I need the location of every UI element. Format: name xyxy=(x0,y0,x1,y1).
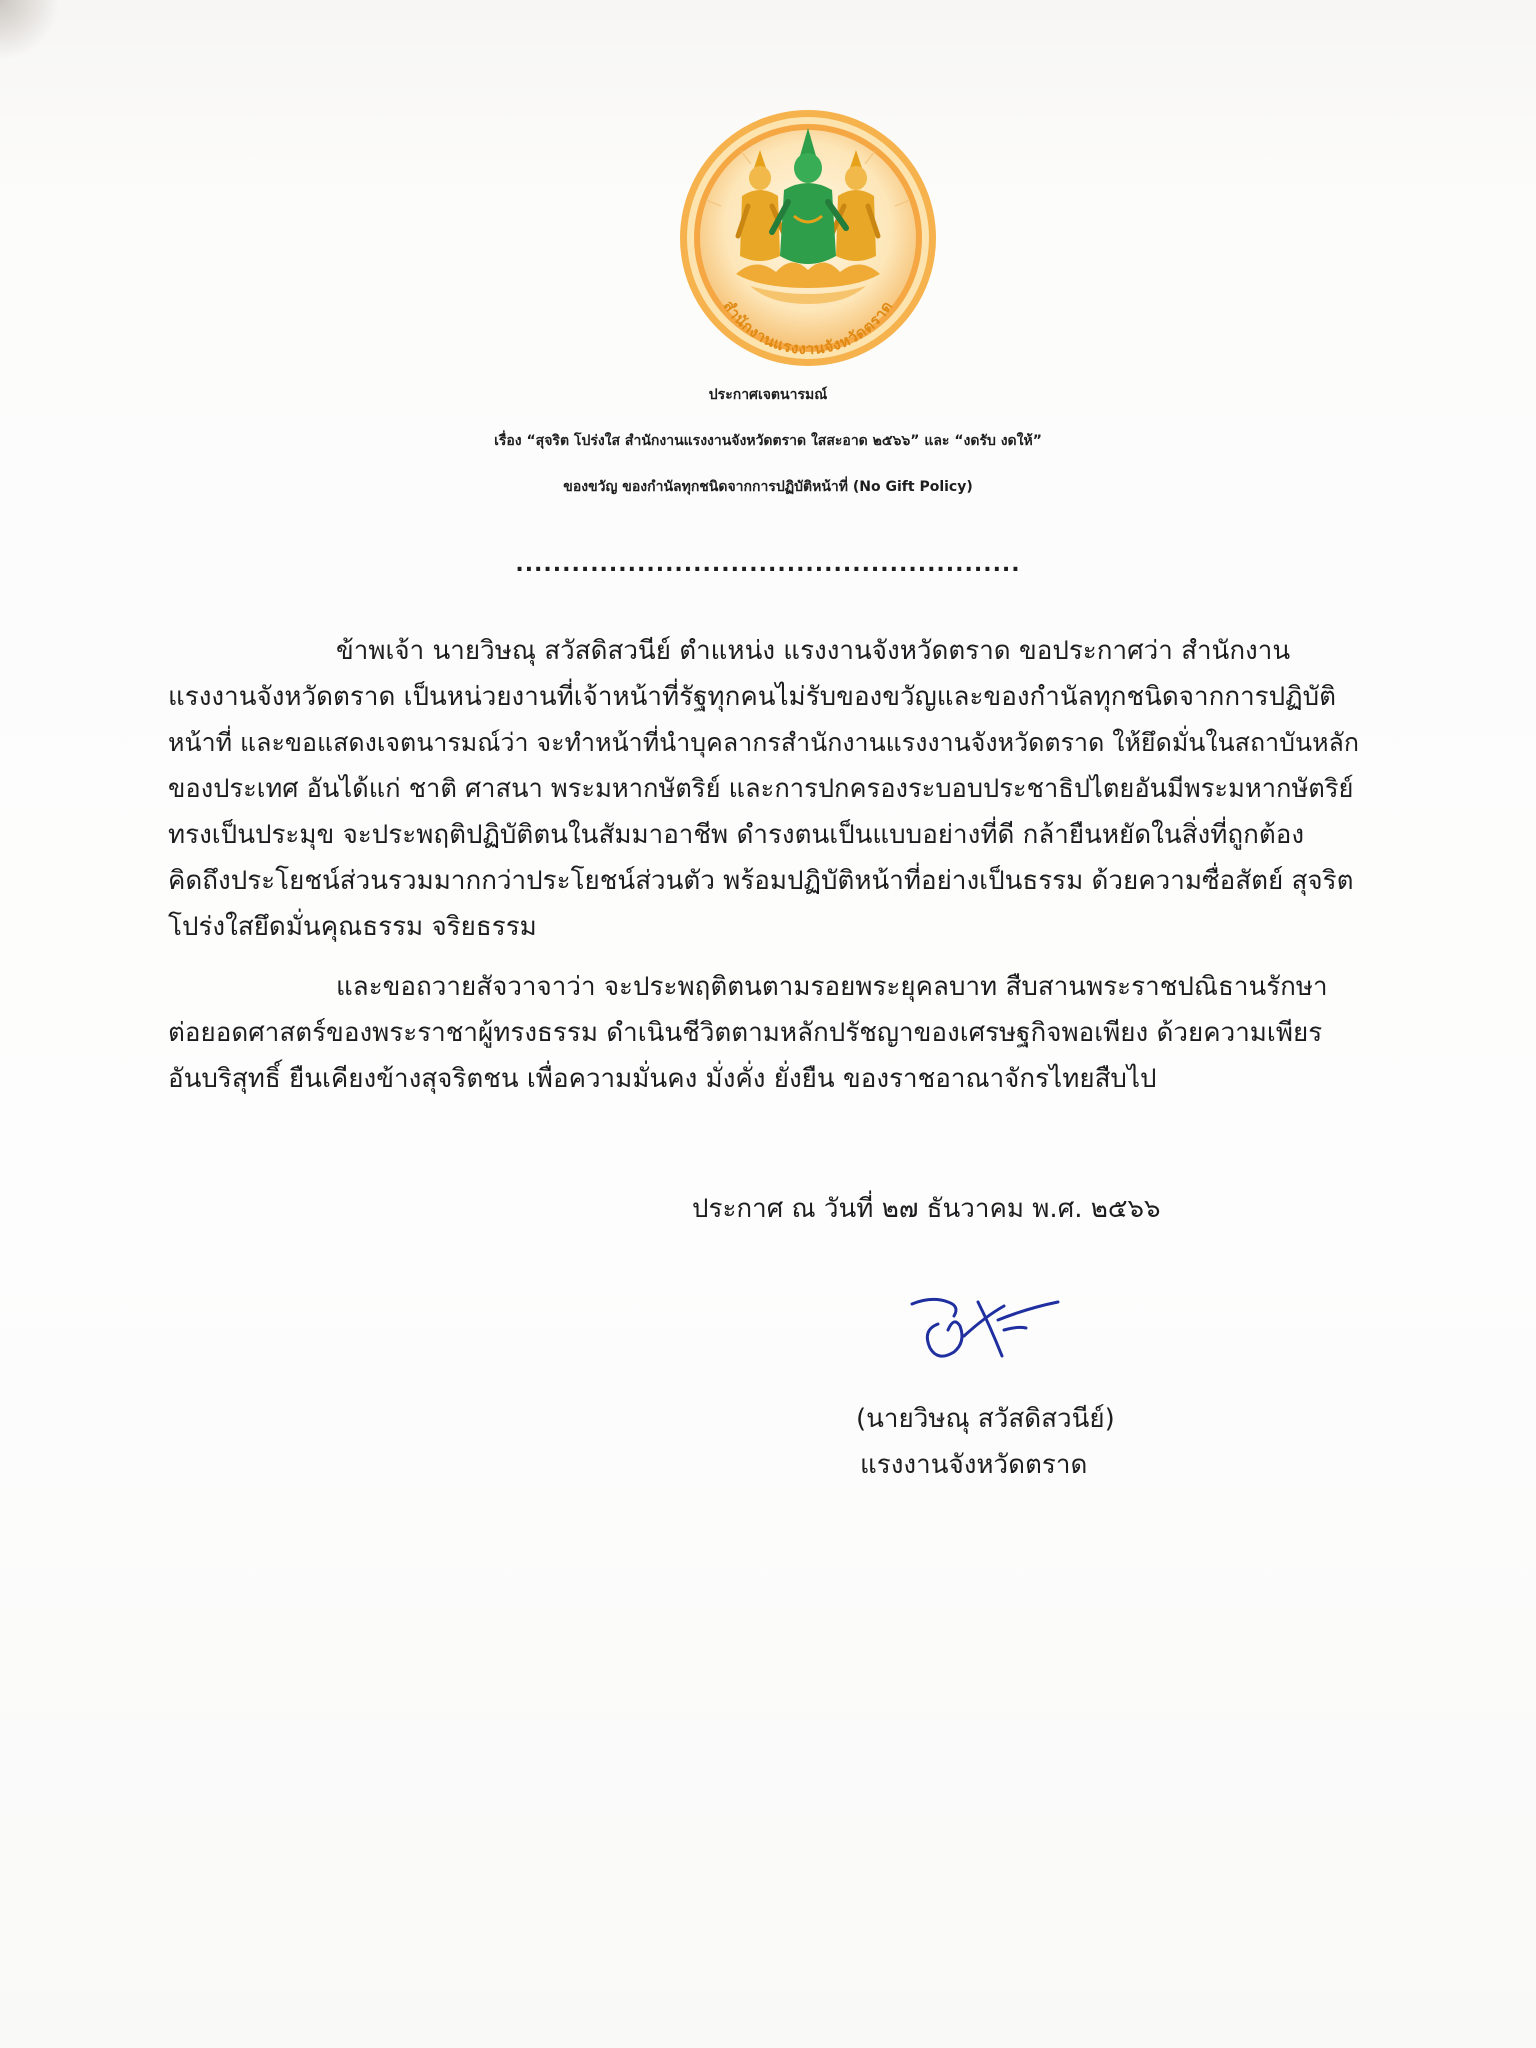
paragraph-line: ข้าพเจ้า นายวิษณุ สวัสดิสวนีย์ ตำแหน่ง แรงงานจังหวัดตราด ขอประกาศว่า สำนักงาน xyxy=(336,636,1291,666)
paragraph-line: และขอถวายสัจวาจาว่า จะประพฤติตนตามรอยพระยุคลบาท สืบสานพระราชปณิธานรักษา xyxy=(336,972,1328,1002)
paragraph-line: ของประเทศ อันได้แก่ ชาติ ศาสนา พระมหากษัตริย์ และการปกครองระบอบประชาธิปไตยอันมีพระมหากษัตริย์ xyxy=(168,774,1354,804)
paragraph-line: โปร่งใสยึดมั่นคุณธรรม จริยธรรม xyxy=(168,912,537,942)
announcement-date: ประกาศ ณ วันที่ ๒๗ ธันวาคม พ.ศ. ๒๕๖๖ xyxy=(692,1194,1161,1224)
announcement-body xyxy=(168,628,1368,1116)
paragraph-line: ต่อยอดศาสตร์ของพระราชาผู้ทรงธรรม ดำเนินชีวิตตามหลักปรัชญาของเศรษฐกิจพอเพียง ด้วยความเพียร xyxy=(168,1018,1323,1048)
handwritten-signature xyxy=(908,1286,1078,1386)
signer-name: (นายวิษณุ สวัสดิสวนีย์) xyxy=(856,1404,1115,1434)
paragraph-2 xyxy=(168,964,1368,1102)
dotted-separator: ...................................................... xyxy=(515,552,1021,577)
page-corner-shadow xyxy=(0,0,60,60)
paragraph-1 xyxy=(168,628,1368,950)
paragraph-line: อันบริสุทธิ์ ยืนเคียงข้างสุจริตชน เพื่อความมั่นคง มั่งคั่ง ยั่งยืน ของราชอาณาจักรไทยสืบไป xyxy=(168,1064,1157,1094)
paragraph-line: แรงงานจังหวัดตราด เป็นหน่วยงานที่เจ้าหน้าที่รัฐทุกคนไม่รับของขวัญและของกำนัลทุกชนิดจากการปฏิบัติ xyxy=(168,682,1336,712)
announcement-header xyxy=(0,372,1536,510)
seal-text: สำนักงานแรงงานจังหวัดตราด xyxy=(719,297,897,359)
paragraph-line: คิดถึงประโยชน์ส่วนรวมมากกว่าประโยชน์ส่วนตัว พร้อมปฏิบัติหน้าที่อย่างเป็นธรรม ด้วยความซื่อสัตย์ สุจริต xyxy=(168,866,1354,896)
announcement-subject-cont: ของขวัญ ของกำนัลทุกชนิดจากการปฏิบัติหน้าที่ (No Gift Policy) xyxy=(563,479,973,495)
signer-position: แรงงานจังหวัดตราด xyxy=(860,1450,1088,1480)
paragraph-line: หน้าที่ และขอแสดงเจตนารมณ์ว่า จะทำหน้าที่นำบุคลากรสำนักงานแรงงานจังหวัดตราด ให้ยึดมั่นในสถาบันหลัก xyxy=(168,728,1360,757)
signer-block xyxy=(856,1396,1115,1488)
announcement-subject: เรื่อง “สุจริต โปร่งใส สำนักงานแรงงานจังหวัดตราด ใสสะอาด ๒๕๖๖” และ “งดรับ งดให้” xyxy=(494,433,1042,449)
announcement-title: ประกาศเจตนารมณ์ xyxy=(708,387,828,403)
office-seal-emblem xyxy=(676,106,940,370)
paragraph-line: ทรงเป็นประมุข จะประพฤติปฏิบัติตนในสัมมาอาชีพ ดำรงตนเป็นแบบอย่างที่ดี กล้ายืนหยัดในสิ่งที่ถูกต้อง xyxy=(168,820,1305,850)
